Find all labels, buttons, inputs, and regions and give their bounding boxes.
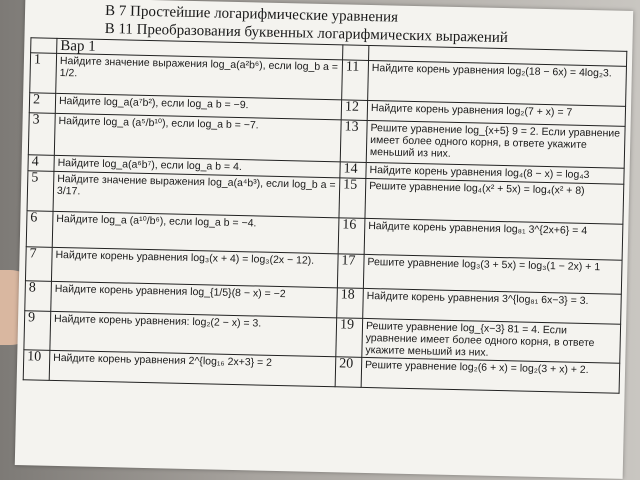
task-number: 2: [29, 93, 55, 114]
task-text: Найдите корень уравнения log₈₁ 3^{2x+6} = 4: [364, 218, 623, 260]
task-number: 6: [26, 211, 53, 248]
task-text: Найдите корень уравнения: log₂(2 − x) = 3.: [50, 311, 337, 356]
task-text: Решите уравнение log_{x−3} 81 = 4. Если уравнение имеет более одного корня, в ответе укажите меньший из них.: [362, 318, 621, 363]
task-text: Найдите значение выражения log_a(a²b⁶), если log_b a = 1/2.: [56, 53, 343, 99]
task-text: Решите уравнение log₂(6 + x) = log₂(3 + x) + 2.: [361, 357, 620, 393]
worksheet: [15, 0, 633, 479]
task-number: 9: [24, 311, 51, 351]
task-text: Решите уравнение log₄(x² + 5x) = log₄(x² + 8): [365, 178, 624, 224]
variant-label: Вар 1: [57, 38, 343, 59]
task-number: 19: [336, 318, 363, 358]
task-table: [23, 37, 628, 393]
task-number: 10: [23, 350, 50, 381]
task-text: Найдите корень уравнения log₂(18 − 6x) = 4log₂3.: [368, 60, 627, 106]
task-number: 3: [28, 113, 55, 156]
task-text: Найдите корень уравнения log₄(8 − x) = log₄3: [366, 162, 624, 184]
header-line-2: В 11 Преобразования буквенных логарифмических выражений: [104, 20, 509, 47]
task-text: Найдите корень уравнения 2^{log₁₆ 2x+3} = 2: [49, 350, 336, 386]
task-number: 17: [337, 254, 364, 289]
task-number: 12: [341, 100, 367, 121]
task-text: Найдите log_a (a⁵/b¹⁰), если log_a b = −7.: [54, 113, 341, 161]
task-text: Найдите корень уравнения 3^{log₈₁ 6x−3} = 3.: [363, 288, 622, 324]
task-text: Найдите log_a(a⁶b⁷), если log_a b = 4.: [54, 155, 340, 177]
task-number: 1: [30, 53, 57, 94]
task-number: 20: [335, 357, 362, 388]
task-number: 7: [25, 247, 52, 282]
task-text: Найдите log_a (a¹⁰/b⁶), если log_a b = −4.: [52, 211, 339, 253]
task-text: Найдите корень уравнения log₃(x + 4) = log₃(2x − 12).: [51, 247, 338, 287]
task-text: Решите уравнение log₃(3 + 5x) = log₃(1 − 2x) + 1: [363, 254, 622, 294]
task-number: 11: [342, 60, 369, 101]
task-text: Найдите корень уравнения log_{1/5}(8 − x) = −2: [51, 281, 338, 317]
task-number: 16: [338, 218, 365, 255]
task-number: 4: [28, 155, 54, 172]
task-number: 18: [337, 288, 364, 319]
task-number: 5: [27, 171, 54, 212]
task-number: 13: [340, 120, 367, 163]
task-text: Решите уравнение log_{x+5} 9 = 2. Если уравнение имеет более одного корня, в ответе укажите меньший из них.: [366, 120, 625, 168]
task-number: 8: [25, 281, 52, 312]
task-text: Найдите log_a(a⁷b²), если log_a b = −9.: [55, 93, 341, 119]
task-number: 14: [340, 162, 366, 179]
header-line-1: В 7 Простейшие логарифмические уравнения: [104, 2, 399, 26]
task-text: Найдите корень уравнения log₂(7 + x) = 7: [367, 100, 625, 126]
task-text: Найдите значение выражения log_a(a⁴b³), если log_b a = 3/17.: [53, 171, 340, 217]
task-number: 15: [339, 178, 366, 219]
